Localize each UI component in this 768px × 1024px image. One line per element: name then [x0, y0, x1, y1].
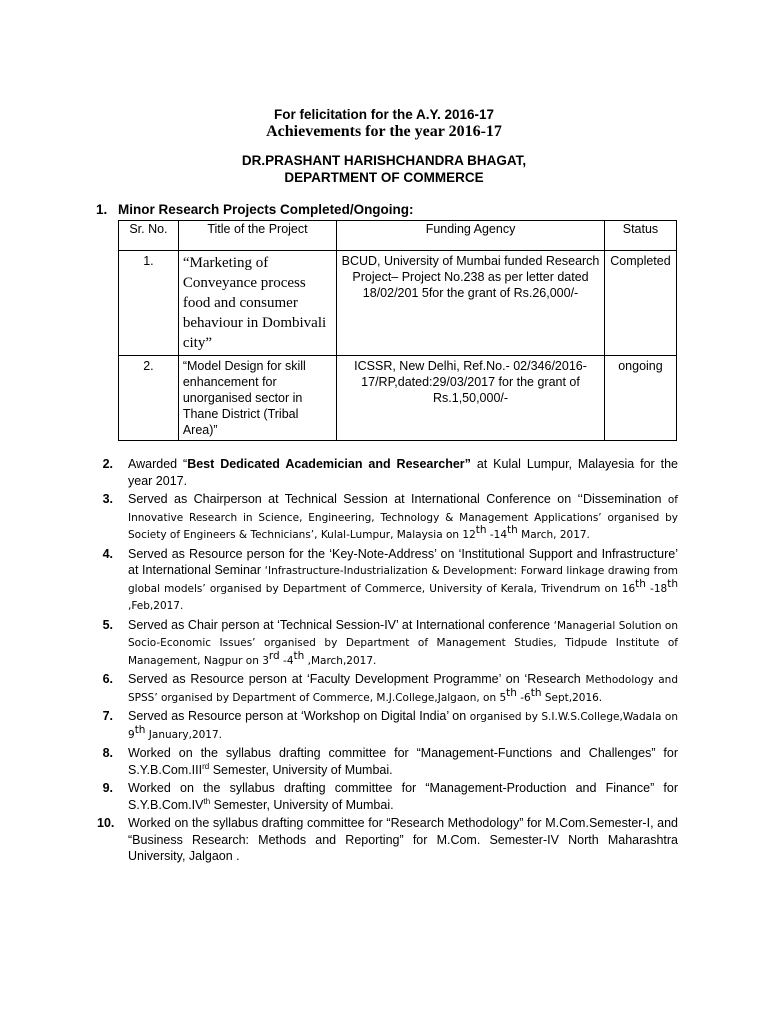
- list-item: [102, 617, 678, 670]
- item-text: Worked on the syllabus drafting committee for “Management-Production and Finance” for S.Y.B.Com.IVth Semester, University of Mumbai.: [128, 781, 678, 812]
- item-text: Served as Resource person for the ‘Key-Note-Address’ on ‘Institutional Support and Infrastructure’ at International Seminar ‘Infrastructure-Industrialization & Development: Forward linkage drawing from global models’ organised by Department of Commerce, University of Kerala, Trivendrum on 16th -18th ,Feb,2017.: [128, 546, 678, 612]
- column-header-funding-agency: Funding Agency: [337, 221, 605, 251]
- item-text: Awarded “Best Dedicated Academician and Researcher” at Kulal Lumpur, Malayesia for the year 2017.: [128, 457, 678, 488]
- item-number: 7.: [102, 709, 113, 723]
- cell-funding-agency: ICSSR, New Delhi, Ref.No.- 02/346/2016-17/RP,dated:29/03/2017 for the grant of Rs.1,50,000/-: [337, 356, 605, 441]
- list-item: [102, 456, 678, 489]
- item-text: Served as Resource person at ‘Faculty Development Programme’ on ‘Research Methodology and SPSS’ organised by Department of Commerce, M.J.College,Jalgaon, on 5th -6th Sept,2016.: [128, 672, 678, 704]
- list-item: [102, 491, 678, 544]
- item-number: 10.: [97, 816, 115, 830]
- item-number: 4.: [102, 546, 113, 561]
- item-number: 6.: [102, 672, 113, 686]
- cell-sr-no: 2.: [119, 356, 179, 441]
- projects-table: [118, 220, 677, 441]
- column-header-status: Status: [604, 221, 676, 251]
- cell-title: “Marketing of Conveyance process food and consumer behaviour in Dombivali city”: [178, 251, 336, 356]
- table-header-row: [119, 221, 677, 251]
- item-number: 9.: [102, 781, 113, 795]
- item-text: Served as Chairperson at Technical Session at International Conference on ‘‘Dissemination of Innovative Research in Science, Engineering, Technology & Management Applications’ organised by Society of Engineers & Technicians’, Kulal-Lumpur, Malaysia on 12th -14th March, 2017.: [128, 492, 678, 541]
- felicitation-heading: For felicitation for the A.Y. 2016-17: [273, 107, 495, 122]
- section-1-heading: [96, 202, 414, 217]
- column-header-sr-no: Sr. No.: [119, 221, 179, 251]
- section-1-title: Minor Research Projects Completed/Ongoing:: [118, 202, 414, 217]
- achievements-heading: Achievements for the year 2016-17: [266, 123, 502, 140]
- item-number: 2.: [102, 457, 113, 471]
- cell-title: “Model Design for skill enhancement for unorganised sector in Thane District (Tribal Area)”: [178, 356, 336, 441]
- department-name: DEPARTMENT OF COMMERCE: [284, 170, 484, 185]
- item-text: Worked on the syllabus drafting committee for “Research Methodology” for M.Com.Semester-I, and “Business Research: Methods and Reporting” for M.Com. Semester-IV North Maharashtra University, Jalgaon .: [128, 816, 678, 863]
- list-item: [102, 671, 678, 706]
- cell-status: Completed: [604, 251, 676, 356]
- list-item: [102, 546, 678, 615]
- achievements-list: [97, 456, 678, 867]
- item-number: 3.: [102, 492, 113, 506]
- table-row: [119, 356, 677, 441]
- cell-funding-agency: BCUD, University of Mumbai funded Research Project– Project No.238 as per letter dated 18/02/201 5for the grant of Rs.26,000/-: [337, 251, 605, 356]
- list-item: [102, 745, 678, 778]
- section-1-number: 1.: [96, 202, 108, 217]
- person-name: DR.PRASHANT HARISHCHANDRA BHAGAT,: [241, 153, 527, 168]
- column-header-title: Title of the Project: [178, 221, 336, 251]
- item-number: 8.: [102, 746, 113, 760]
- list-item: [102, 708, 678, 743]
- table-row: [119, 251, 677, 356]
- item-number: 5.: [102, 617, 113, 632]
- item-text: Worked on the syllabus drafting committee for “Management-Functions and Challenges” for S.Y.B.Com.IIIrd Semester, University of Mumbai.: [128, 746, 678, 777]
- cell-sr-no: 1.: [119, 251, 179, 356]
- list-item: [102, 780, 678, 813]
- cell-status: ongoing: [604, 356, 676, 441]
- item-text: Served as Resource person at ‘Workshop on Digital India’ on organised by S.I.W.S.College,Wadala on 9th January,2017.: [128, 709, 678, 741]
- item-text: Served as Chair person at ‘Technical Session-IV’ at International conference ‘Managerial Solution on Socio-Economic Issues’ organised by Department of Management Studies, Tidpude Institute of Management, Nagpur on 3rd -4th ,March,2017.: [128, 617, 678, 667]
- list-item: [97, 815, 678, 865]
